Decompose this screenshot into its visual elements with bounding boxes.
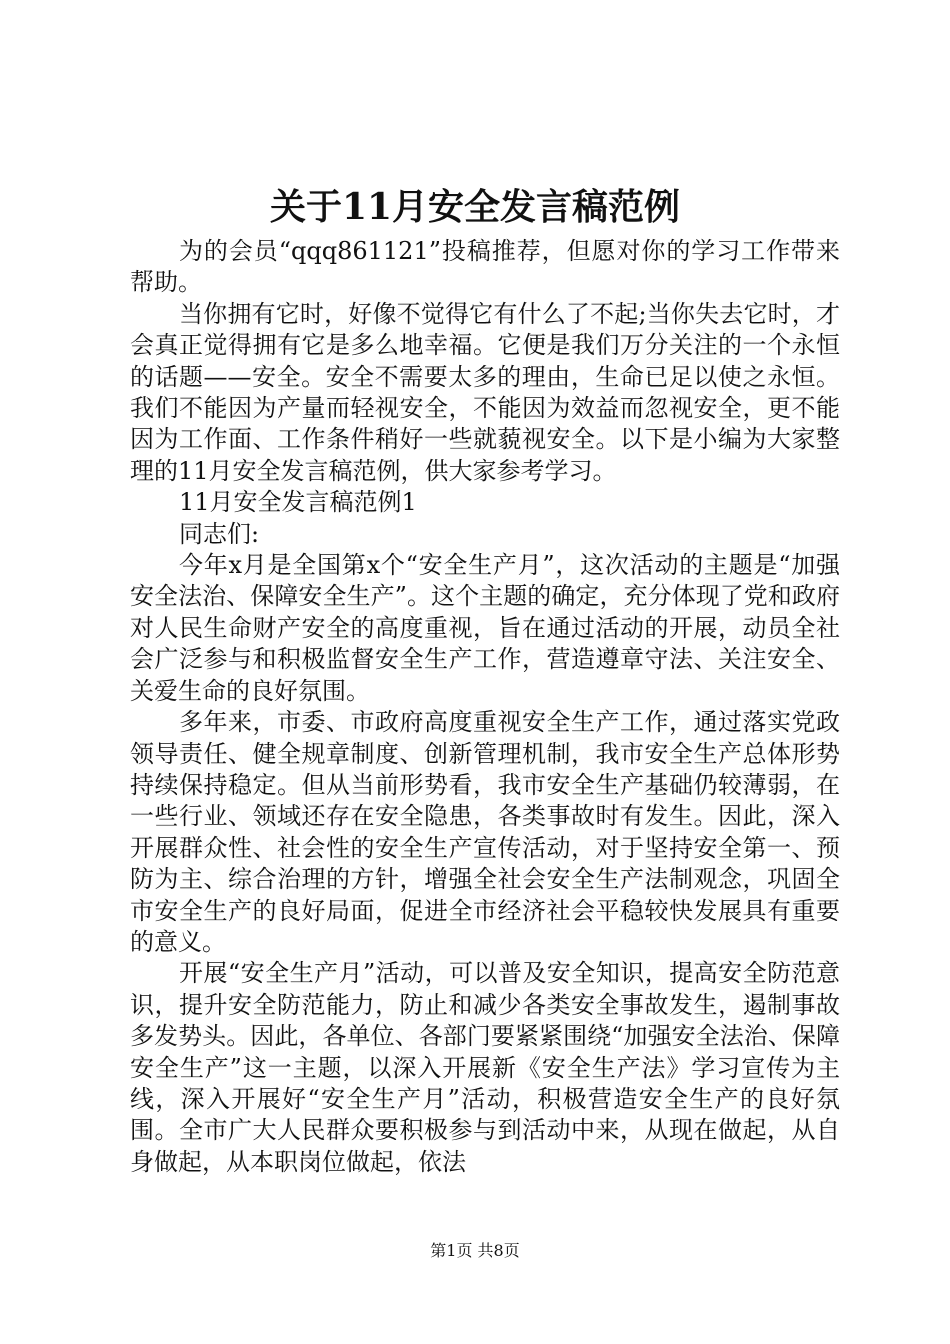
body-paragraph-1: 今年x月是全国第x个“安全生产月”，这次活动的主题是“加强安全法治、保障安全生产”。这个主题的确定，充分体现了党和政府对人民生命财产安全的高度重视，旨在通过活动的开展，动员全社会广泛参与和积极监督安全生产工作，营造遵章守法、关注安全、关爱生命的良好氛围。 <box>130 551 840 705</box>
document-body <box>130 236 840 1178</box>
preface-paragraph: 当你拥有它时，好像不觉得它有什么了不起;当你失去它时，才会真正觉得拥有它是多么地幸福。它便是我们万分关注的一个永恒的话题——安全。安全不需要太多的理由，生命已足以使之永恒。我们不能因为产量而轻视安全，不能因为效益而忽视安全，更不能因为工作面、工作条件稍好一些就藐视安全。以下是小编为大家整理的11月安全发言稿范例，供大家参考学习。 <box>130 299 840 485</box>
section-heading: 11月安全发言稿范例1 <box>179 488 417 517</box>
body-paragraph-2: 多年来，市委、市政府高度重视安全生产工作，通过落实党政领导责任、健全规章制度、创新管理机制，我市安全生产总体形势持续保持稳定。但从当前形势看，我市安全生产基础仍较薄弱，在一些行业、领域还存在安全隐患，各类事故时有发生。因此，深入开展群众性、社会性的安全生产宣传活动，对于坚持安全第一、预防为主、综合治理的方针，增强全社会安全生产法制观念，巩固全市安全生产的良好局面，促进全市经济社会平稳较快发展具有重要的意义。 <box>130 708 840 956</box>
salutation: 同志们: <box>179 519 260 548</box>
intro-paragraph: 为的会员“qqq861121”投稿推荐，但愿对你的学习工作带来帮助。 <box>130 237 840 297</box>
page-footer: 第1页 共8页 <box>430 1241 520 1260</box>
document-title: 关于11月安全发言稿范例 <box>269 186 681 228</box>
body-paragraph-3: 开展“安全生产月”活动，可以普及安全知识，提高安全防范意识，提升安全防范能力，防止和减少各类安全事故发生，遏制事故多发势头。因此，各单位、各部门要紧紧围绕“加强安全法治、保障安全生产”这一主题，以深入开展新《安全生产法》学习宣传为主线，深入开展好“安全生产月”活动，积极营造安全生产的良好氛围。全市广大人民群众要积极参与到活动中来，从现在做起，从自身做起，从本职岗位做起，依法 <box>130 959 840 1176</box>
